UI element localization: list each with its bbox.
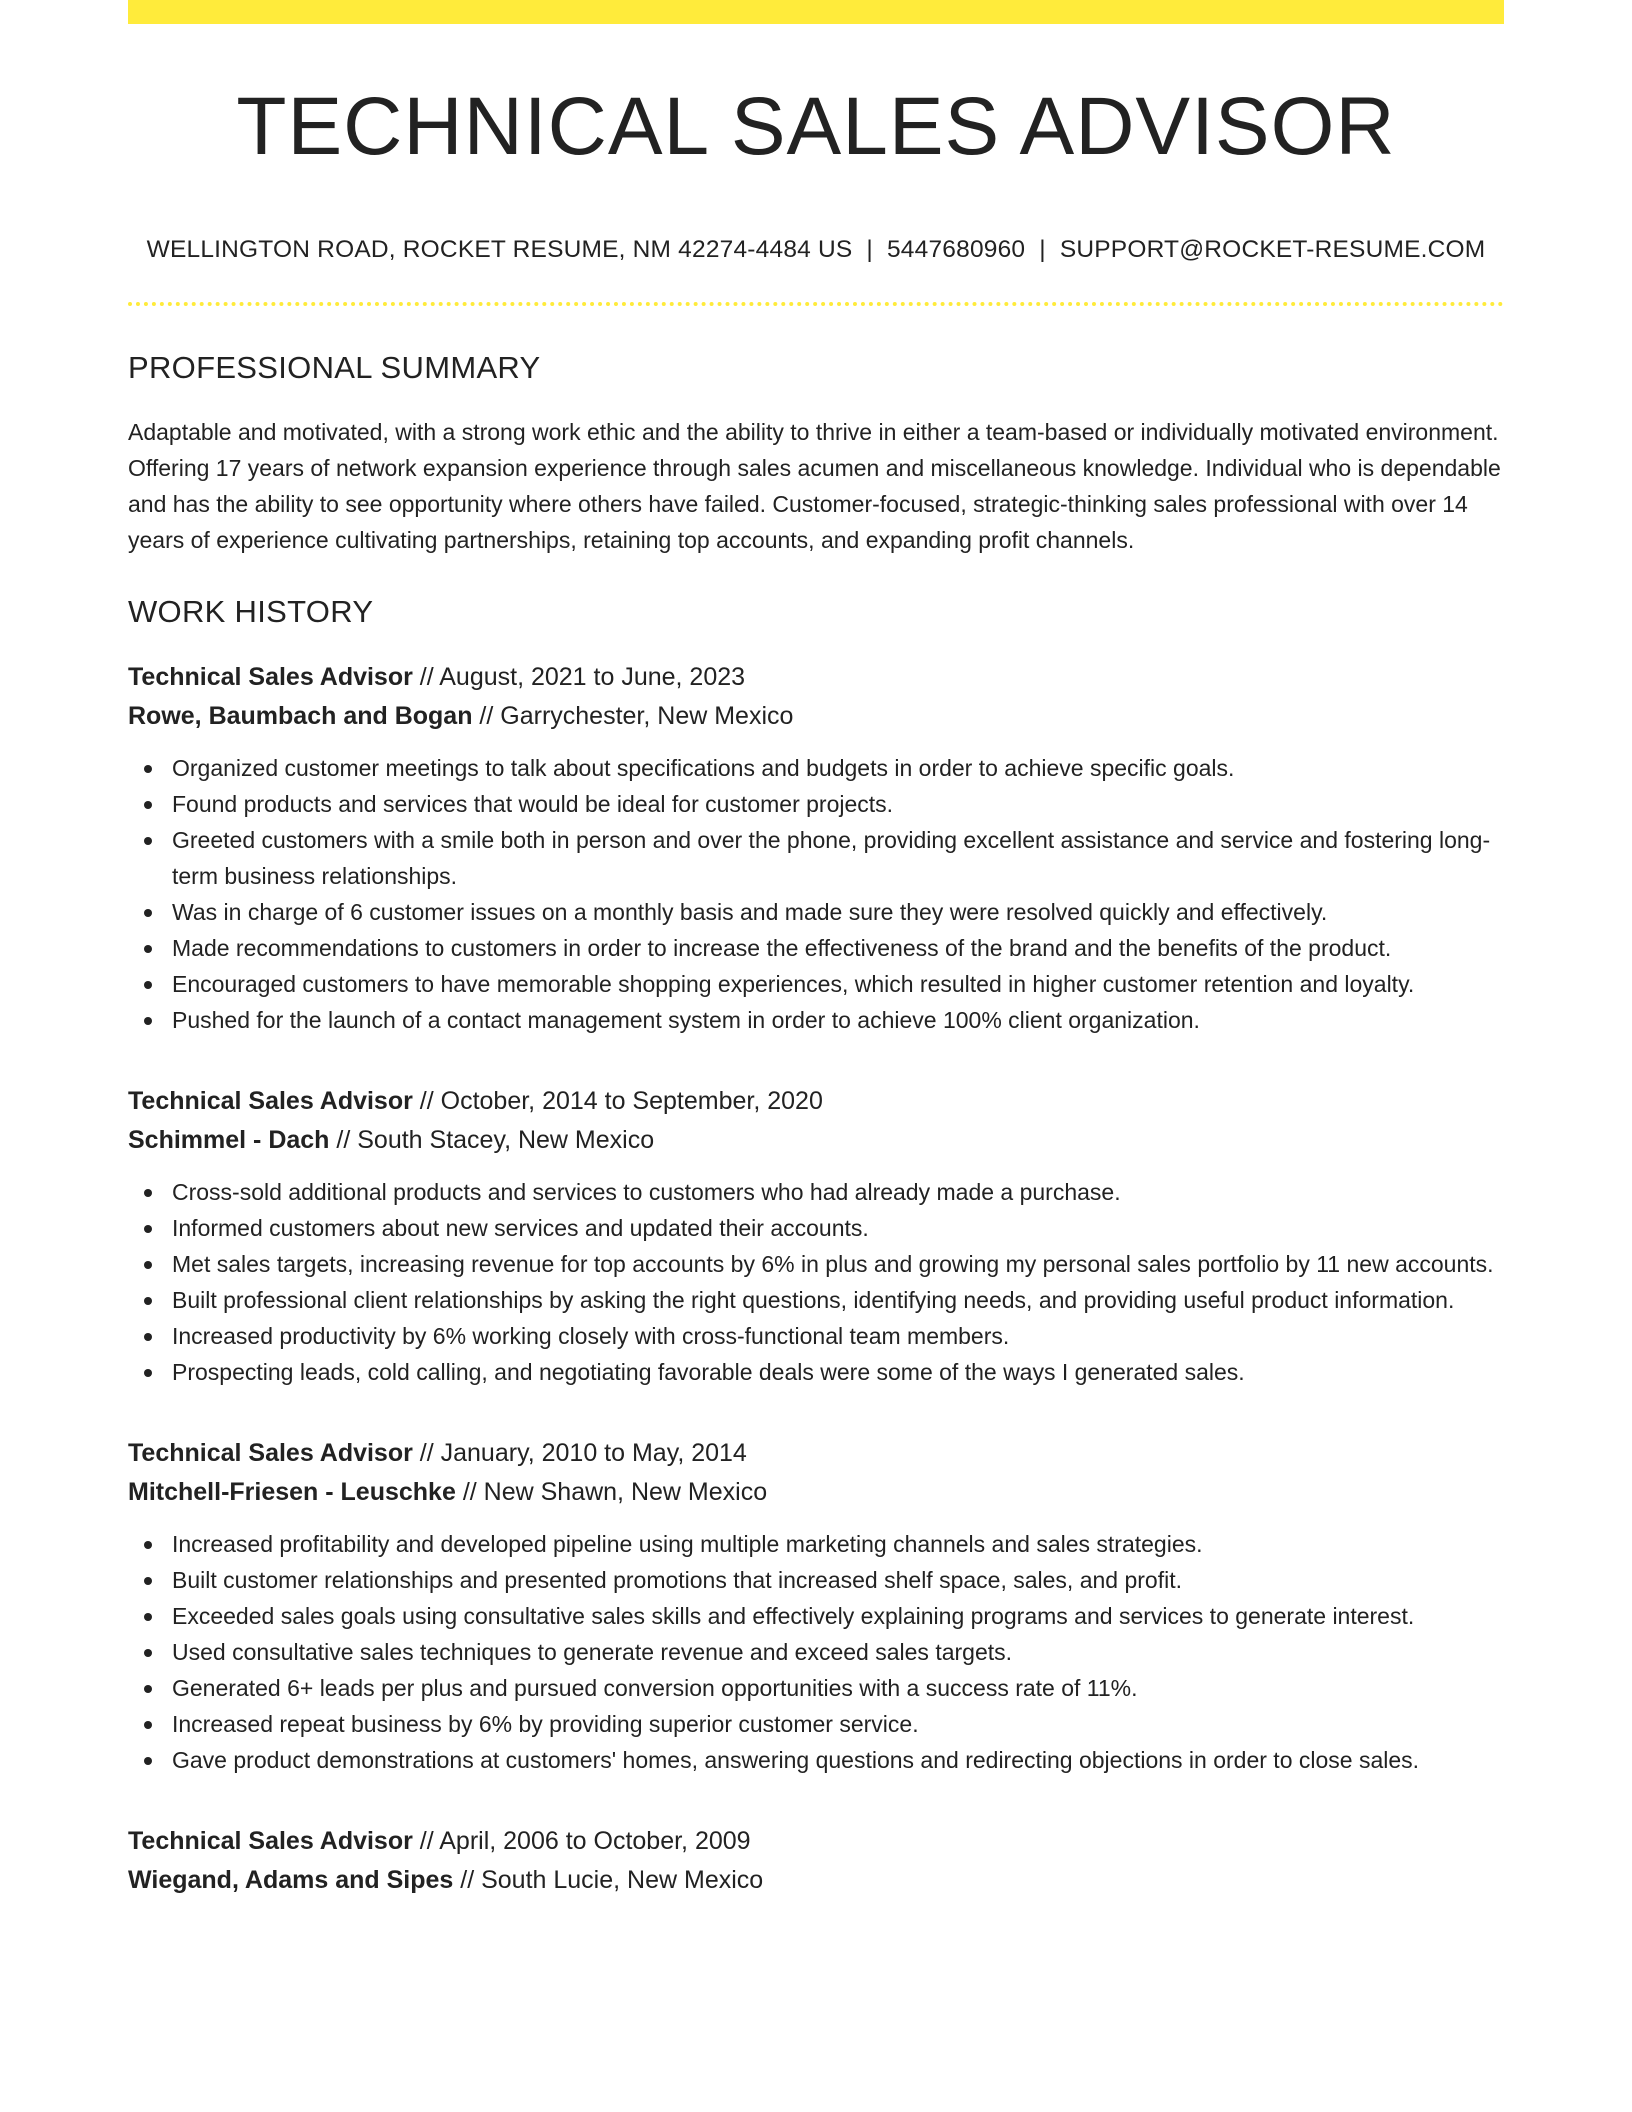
- job-bullet-text: Made recommendations to customers in order to increase the effectiveness of the brand and the benefits of the product.: [172, 935, 1392, 961]
- job-bullet: [128, 1526, 1504, 1562]
- job-bullet-text: Prospecting leads, cold calling, and negotiating favorable deals were some of the ways I generated sales.: [172, 1359, 1245, 1385]
- job-bullet: [128, 1706, 1504, 1742]
- job-bullet: [128, 786, 1504, 822]
- bullet-dot-icon: [144, 765, 152, 773]
- resume-title: TECHNICAL SALES ADVISOR: [236, 81, 1396, 172]
- job-bullet-text: Met sales targets, increasing revenue for top accounts by 6% in plus and growing my personal sales portfolio by 11 new accounts.: [172, 1251, 1494, 1277]
- bullet-dot-icon: [144, 1297, 152, 1305]
- bullet-dot-icon: [144, 801, 152, 809]
- bullet-dot-icon: [144, 1541, 152, 1549]
- bullet-dot-icon: [144, 1369, 152, 1377]
- job-entry: [128, 1434, 1504, 1778]
- contact-address: WELLINGTON ROAD, ROCKET RESUME, NM 42274-4484 US: [146, 236, 853, 263]
- job-company: Rowe, Baumbach and Bogan: [128, 702, 473, 730]
- job-bullet: [128, 1174, 1504, 1210]
- bullet-dot-icon: [144, 1577, 152, 1585]
- bullet-dot-icon: [144, 1017, 152, 1025]
- job-company-line: [128, 1473, 1504, 1512]
- contact-separator: |: [866, 236, 873, 263]
- job-company-line: [128, 1121, 1504, 1160]
- bullet-dot-icon: [144, 1261, 152, 1269]
- job-bullet: [128, 966, 1504, 1002]
- job-bullet-text: Encouraged customers to have memorable shopping experiences, which resulted in higher customer retention and loyalty.: [172, 971, 1415, 997]
- job-entry: [128, 1082, 1504, 1390]
- job-bullet: [128, 1282, 1504, 1318]
- job-bullet: [128, 894, 1504, 930]
- job-bullet: [128, 822, 1504, 894]
- job-company-line: [128, 1861, 1504, 1900]
- job-bullet-text: Generated 6+ leads per plus and pursued conversion opportunities with a success rate of 11%.: [172, 1675, 1138, 1701]
- job-bullet: [128, 1246, 1504, 1282]
- job-bullet-text: Increased repeat business by 6% by providing superior customer service.: [172, 1711, 919, 1737]
- job-bullet-text: Informed customers about new services and updated their accounts.: [172, 1215, 869, 1241]
- job-bullet: [128, 1742, 1504, 1778]
- bullet-dot-icon: [144, 1649, 152, 1657]
- bullet-dot-icon: [144, 945, 152, 953]
- contact-phone: 5447680960: [886, 236, 1026, 263]
- job-bullet-text: Built customer relationships and presented promotions that increased shelf space, sales, and profit.: [172, 1567, 1183, 1593]
- job-bullet-text: Increased profitability and developed pipeline using multiple marketing channels and sales strategies.: [172, 1531, 1203, 1557]
- job-company: Mitchell-Friesen - Leuschke: [128, 1478, 456, 1506]
- bullet-dot-icon: [144, 1189, 152, 1197]
- job-bullet-text: Pushed for the launch of a contact management system in order to achieve 100% client organization.: [172, 1007, 1200, 1033]
- job-bullet: [128, 1562, 1504, 1598]
- job-bullet-text: Increased productivity by 6% working closely with cross-functional team members.: [172, 1323, 1010, 1349]
- bullet-dot-icon: [144, 1685, 152, 1693]
- contact-separator: |: [1039, 236, 1046, 263]
- job-title-line: [128, 658, 1504, 697]
- job-location: // South Stacey, New Mexico: [329, 1126, 655, 1154]
- work-history-list: [128, 658, 1504, 1900]
- bullet-dot-icon: [144, 1757, 152, 1765]
- job-dates: // January, 2010 to May, 2014: [412, 1439, 747, 1467]
- job-company: Schimmel - Dach: [128, 1126, 330, 1154]
- job-bullet-list: [128, 1174, 1504, 1390]
- job-location: // Garrychester, New Mexico: [472, 702, 794, 730]
- summary-heading: PROFESSIONAL SUMMARY: [128, 350, 541, 385]
- job-bullet-text: Was in charge of 6 customer issues on a monthly basis and made sure they were resolved quickly and effectively.: [172, 899, 1328, 925]
- job-title: Technical Sales Advisor: [128, 1439, 413, 1467]
- job-title: Technical Sales Advisor: [128, 663, 413, 691]
- bullet-dot-icon: [144, 909, 152, 917]
- accent-bar: [128, 0, 1504, 24]
- job-bullet: [128, 1210, 1504, 1246]
- job-bullet-text: Greeted customers with a smile both in person and over the phone, providing excellent assistance and service and fostering long-term business relationships.: [172, 827, 1491, 889]
- job-dates: // October, 2014 to September, 2020: [412, 1087, 823, 1115]
- job-title-line: [128, 1082, 1504, 1121]
- job-bullet-list: [128, 1526, 1504, 1778]
- resume-page: [128, 0, 1504, 1900]
- job-bullet: [128, 1318, 1504, 1354]
- summary-text: Adaptable and motivated, with a strong work ethic and the ability to thrive in either a team-based or individually motivated environment. Offering 17 years of network expansion experience through sales acumen and miscellaneous knowledge. Individual who is dependable and has the ability to see opportunity where others have failed. Customer-focused, strategic-thinking sales professional with over 14 years of experience cultivating partnerships, retaining top accounts, and expanding profit channels.: [128, 419, 1501, 553]
- job-bullet-text: Built professional client relationships by asking the right questions, identifying needs, and providing useful product information.: [172, 1287, 1455, 1313]
- job-bullet-text: Used consultative sales techniques to generate revenue and exceed sales targets.: [172, 1639, 1013, 1665]
- job-bullet-text: Gave product demonstrations at customers' homes, answering questions and redirecting objections in order to close sales.: [172, 1747, 1420, 1773]
- job-title: Technical Sales Advisor: [128, 1087, 413, 1115]
- job-bullet: [128, 1670, 1504, 1706]
- job-bullet-list: [128, 750, 1504, 1038]
- job-dates: // August, 2021 to June, 2023: [412, 663, 746, 691]
- job-entry: [128, 1822, 1504, 1900]
- bullet-dot-icon: [144, 837, 152, 845]
- job-title-line: [128, 1822, 1504, 1861]
- contact-email: SUPPORT@ROCKET-RESUME.COM: [1059, 236, 1486, 263]
- job-title-line: [128, 1434, 1504, 1473]
- job-company: Wiegand, Adams and Sipes: [128, 1866, 454, 1894]
- bullet-dot-icon: [144, 1613, 152, 1621]
- job-bullet: [128, 750, 1504, 786]
- work-history-heading: WORK HISTORY: [128, 594, 374, 629]
- bullet-dot-icon: [144, 981, 152, 989]
- bullet-dot-icon: [144, 1225, 152, 1233]
- dotted-divider: [128, 302, 1504, 306]
- job-entry: [128, 658, 1504, 1038]
- job-bullet: [128, 1634, 1504, 1670]
- job-bullet: [128, 930, 1504, 966]
- job-bullet: [128, 1354, 1504, 1390]
- contact-line: [128, 236, 1504, 264]
- job-bullet: [128, 1598, 1504, 1634]
- job-bullet-text: Found products and services that would be ideal for customer projects.: [172, 791, 894, 817]
- job-location: // South Lucie, New Mexico: [453, 1866, 764, 1894]
- job-bullet-text: Exceeded sales goals using consultative sales skills and effectively explaining programs and services to generate interest.: [172, 1603, 1415, 1629]
- job-dates: // April, 2006 to October, 2009: [412, 1827, 751, 1855]
- job-bullet: [128, 1002, 1504, 1038]
- job-title: Technical Sales Advisor: [128, 1827, 413, 1855]
- job-location: // New Shawn, New Mexico: [455, 1478, 768, 1506]
- job-company-line: [128, 697, 1504, 736]
- job-bullet-text: Cross-sold additional products and services to customers who had already made a purchase.: [172, 1179, 1121, 1205]
- job-bullet-text: Organized customer meetings to talk about specifications and budgets in order to achieve specific goals.: [172, 755, 1235, 781]
- bullet-dot-icon: [144, 1721, 152, 1729]
- bullet-dot-icon: [144, 1333, 152, 1341]
